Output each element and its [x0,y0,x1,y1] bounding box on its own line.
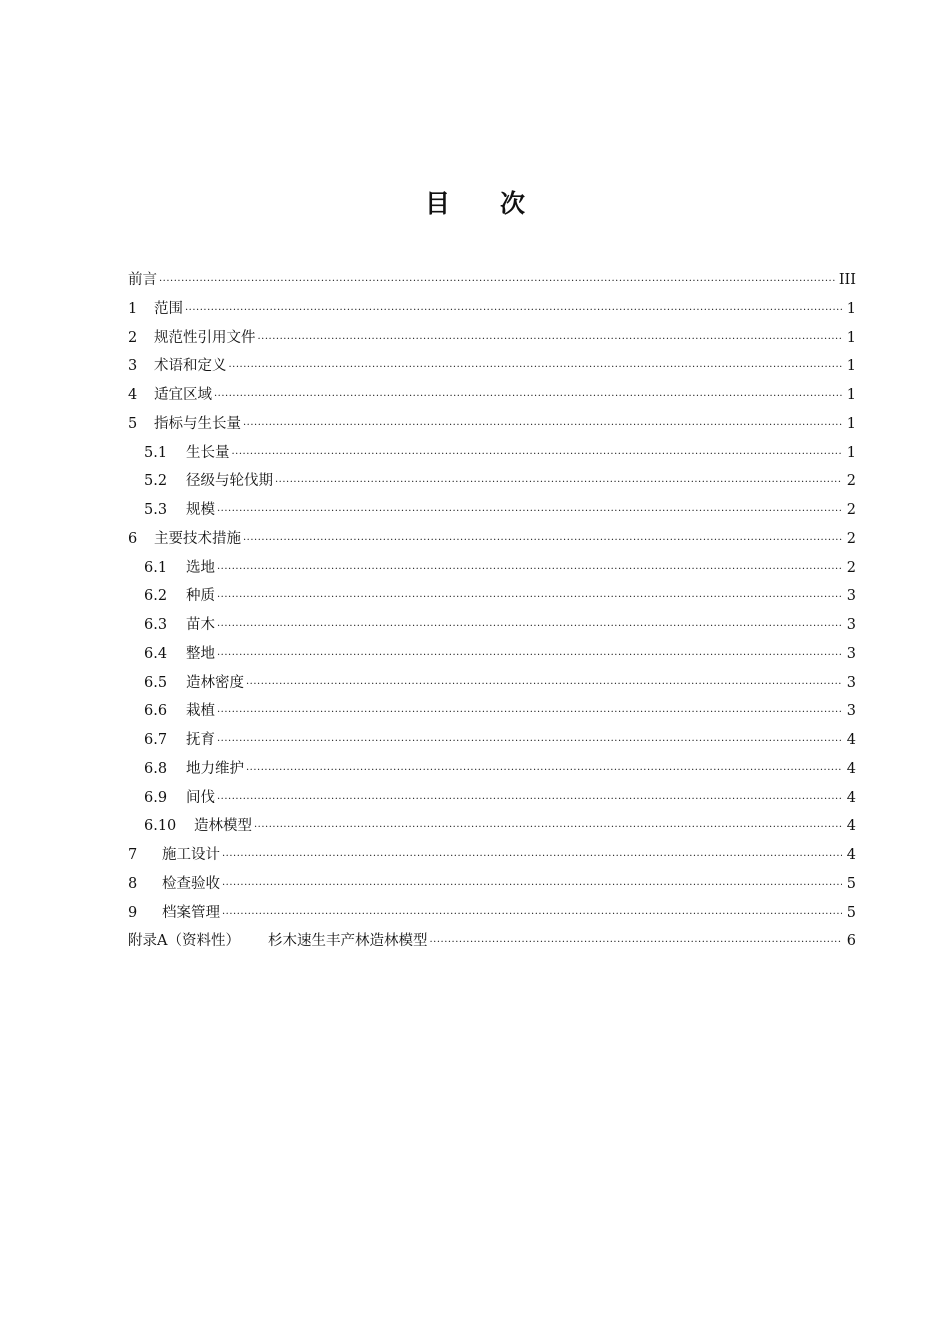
toc-entry-title: 整地 [186,645,215,662]
toc-entry-number: 9 [128,904,138,921]
toc-entry-page: 2 [846,502,856,518]
toc-subentry-density[interactable] [128,669,856,698]
toc-entry-number: 附录A（资料性） [128,933,240,950]
dot-leader [243,412,842,441]
toc-entry-number: 5.2 [144,473,168,490]
toc-entry-normative-references[interactable] [128,324,856,353]
toc-subentry-planting[interactable] [128,697,856,726]
toc-entry-title: 种质 [186,588,215,605]
toc-entry-title: 规范性引用文件 [154,329,256,346]
dot-leader [222,843,842,872]
toc-entry-title: 档案管理 [162,904,220,921]
toc-entry-page: 1 [846,358,856,375]
toc-entry-appendix-a[interactable] [128,927,856,956]
toc-entry-page: 4 [846,818,856,835]
toc-entry-title: 主要技术措施 [154,530,241,547]
toc-subentry-site-prep[interactable] [128,640,856,669]
toc-subentry-diameter-rotation[interactable] [128,467,856,496]
dot-leader [429,929,842,958]
page-title: 目次 [424,189,575,218]
toc-entry-title: 造林密度 [186,674,244,691]
toc-entry-number: 6 [128,530,138,547]
toc-subentry-scale[interactable] [128,496,856,525]
toc-subentry-tending[interactable] [128,726,856,755]
toc-entry-number: 5 [128,415,138,432]
dot-leader [232,441,843,470]
toc-entry-title: 前言 [128,272,157,288]
toc-entry-number: 1 [128,300,138,317]
toc-entry-number: 4 [128,387,138,403]
toc-entry-number: 6.9 [144,789,168,806]
toc-entry-suitable-region[interactable] [128,381,856,410]
toc-entry-main-measures[interactable] [128,525,856,554]
toc-entry-archives[interactable] [128,899,856,928]
toc-entry-page: 1 [846,444,856,461]
dot-leader [229,354,843,383]
toc-entry-title: 栽植 [186,703,215,720]
toc-entry-title: 范围 [154,300,183,317]
toc-entry-foreword[interactable] [128,266,856,295]
toc-entry-title: 杉木速生丰产林造林模型 [267,933,428,950]
toc-entry-number: 6.7 [144,732,168,748]
toc-entry-page: 4 [846,847,856,863]
toc-entry-number: 2 [128,329,138,346]
toc-entry-title: 径级与轮伐期 [186,473,273,490]
toc-entry-page: 4 [846,760,856,777]
dot-leader [222,872,842,901]
toc-entry-construction-design[interactable] [128,841,856,870]
toc-entry-title: 地力维护 [186,760,244,777]
toc-subentry-seedlings[interactable] [128,611,856,640]
toc-entry-page: 2 [846,530,856,547]
toc-entry-page: 3 [846,645,856,662]
dot-leader [275,469,842,498]
toc-entry-title: 施工设计 [162,847,220,863]
toc-entry-number: 7 [128,847,138,863]
toc-entry-number: 5.1 [144,444,168,461]
toc-entry-page: 1 [846,300,856,317]
toc-entry-number: 6.3 [144,617,168,633]
table-of-contents [128,266,856,956]
dot-leader [217,498,842,527]
toc-entry-number: 8 [128,875,138,892]
dot-leader [246,757,842,786]
toc-entry-title: 规模 [186,502,215,518]
toc-subentry-soil-maintenance[interactable] [128,755,856,784]
toc-entry-number: 3 [128,358,138,375]
toc-entry-page: 4 [846,789,856,806]
toc-entry-inspection[interactable] [128,870,856,899]
toc-entry-number: 6.2 [144,588,168,605]
toc-subentry-afforestation-model[interactable] [128,812,856,841]
toc-entry-title: 术语和定义 [154,358,227,375]
toc-entry-page: 3 [846,588,856,605]
toc-entry-page: 3 [846,617,856,633]
dot-leader [254,814,842,843]
dot-leader [217,613,842,642]
toc-entry-title: 抚育 [186,732,215,748]
toc-entry-title: 造林模型 [194,818,252,835]
toc-subentry-germplasm[interactable] [128,582,856,611]
toc-entry-page: 1 [846,329,856,346]
toc-entry-page: 1 [846,387,856,403]
toc-entry-number: 6.1 [144,559,168,576]
dot-leader [243,527,842,556]
toc-entry-scope[interactable] [128,295,856,324]
toc-entry-number: 6.10 [144,818,177,835]
dot-leader [217,556,842,585]
toc-entry-terms[interactable] [128,352,856,381]
dot-leader [214,383,842,412]
toc-subentry-site-selection[interactable] [128,554,856,583]
dot-leader [185,297,842,326]
toc-entry-page: 4 [846,732,856,748]
toc-entry-page: 2 [846,559,856,576]
toc-entry-title: 检查验收 [162,875,220,892]
toc-entry-title: 间伐 [186,789,215,806]
toc-entry-title: 选地 [186,559,215,576]
toc-entry-title: 指标与生长量 [154,415,241,432]
toc-entry-page: 3 [846,674,856,691]
toc-entry-page: 6 [846,933,856,950]
dot-leader [246,671,842,700]
toc-subentry-growth[interactable] [128,439,856,468]
toc-entry-title: 苗木 [186,617,215,633]
dot-leader [217,584,842,613]
toc-entry-number: 6.6 [144,703,168,720]
toc-entry-number: 6.8 [144,760,168,777]
toc-subentry-thinning[interactable] [128,784,856,813]
dot-leader [258,326,843,355]
dot-leader [217,786,842,815]
toc-entry-page: 3 [846,703,856,720]
dot-leader [159,268,835,297]
toc-entry-title: 生长量 [186,444,230,461]
toc-entry-page: 2 [846,473,856,490]
toc-entry-indicators[interactable] [128,410,856,439]
dot-leader [222,901,842,930]
toc-entry-page: III [838,272,856,288]
toc-entry-title: 适宜区域 [154,387,212,403]
dot-leader [217,642,842,671]
toc-entry-page: 1 [846,415,856,432]
toc-entry-page: 5 [846,875,856,892]
toc-entry-number: 6.4 [144,645,168,662]
dot-leader [217,699,842,728]
toc-entry-page: 5 [846,904,856,921]
toc-entry-number: 5.3 [144,502,168,518]
toc-entry-number: 6.5 [144,674,168,691]
dot-leader [217,728,842,757]
